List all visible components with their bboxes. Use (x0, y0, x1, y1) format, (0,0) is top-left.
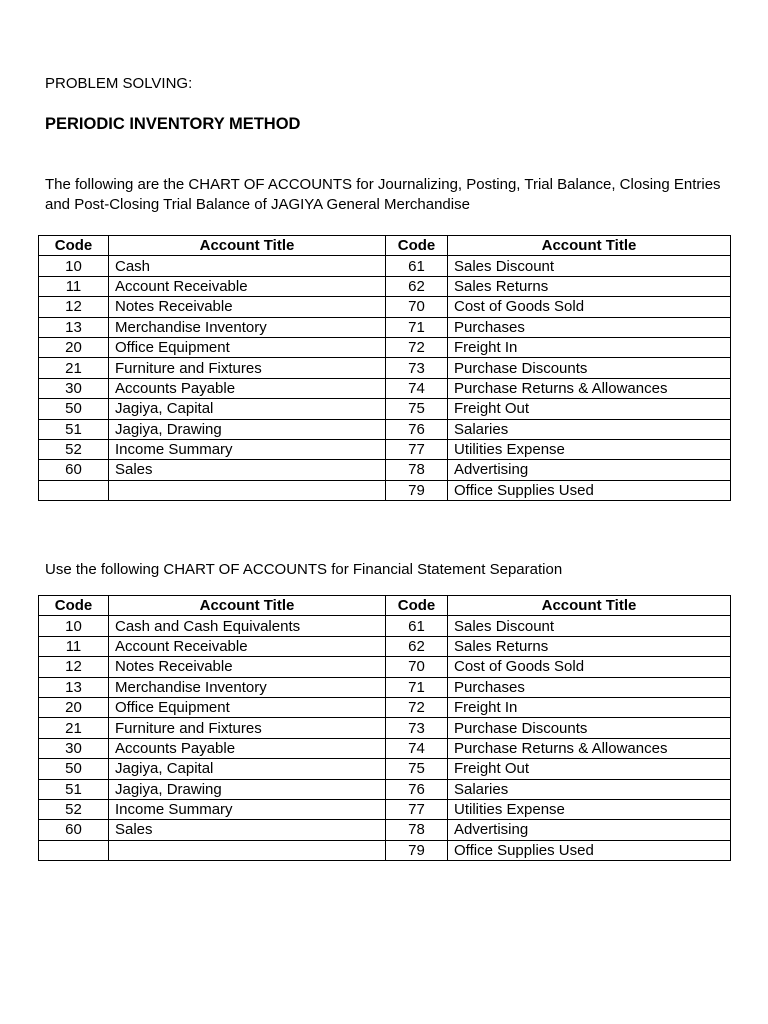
account-title: Cash (109, 256, 386, 276)
account-code: 62 (386, 636, 448, 656)
problem-solving-label: PROBLEM SOLVING: (45, 75, 193, 92)
account-code: 75 (386, 399, 448, 419)
table-row (39, 738, 731, 758)
account-title: Cost of Goods Sold (448, 297, 731, 317)
account-title: Freight Out (448, 399, 731, 419)
account-code: 20 (39, 697, 109, 717)
section1-intro: The following are the CHART OF ACCOUNTS for Journalizing, Posting, Trial Balance, Closing Entries and Post-Closing Trial Balance of JAGIYA General Merchandise (45, 176, 721, 213)
column-header-code: Code (386, 596, 448, 616)
table-row (39, 460, 731, 480)
account-code: 75 (386, 759, 448, 779)
account-title: Office Equipment (109, 697, 386, 717)
account-title: Jagiya, Capital (109, 399, 386, 419)
table-row (39, 419, 731, 439)
account-code: 72 (386, 337, 448, 357)
account-code: 52 (39, 799, 109, 819)
account-code: 30 (39, 378, 109, 398)
table-row (39, 616, 731, 636)
account-code: 50 (39, 399, 109, 419)
account-title: Jagiya, Drawing (109, 779, 386, 799)
account-code: 12 (39, 657, 109, 677)
account-code: 79 (386, 480, 448, 500)
page-title: PERIODIC INVENTORY METHOD (45, 115, 301, 133)
account-code: 76 (386, 779, 448, 799)
table-row (39, 718, 731, 738)
table-row (39, 297, 731, 317)
table-row (39, 256, 731, 276)
account-title: Advertising (448, 460, 731, 480)
chart-of-accounts-table-2 (38, 595, 731, 861)
account-title (109, 480, 386, 500)
account-title: Advertising (448, 820, 731, 840)
account-title: Office Equipment (109, 337, 386, 357)
account-title: Merchandise Inventory (109, 677, 386, 697)
account-code: 77 (386, 439, 448, 459)
account-title: Office Supplies Used (448, 840, 731, 860)
account-code: 10 (39, 616, 109, 636)
account-title: Utilities Expense (448, 439, 731, 459)
account-title: Purchases (448, 317, 731, 337)
table-row (39, 358, 731, 378)
account-code: 73 (386, 718, 448, 738)
account-title: Merchandise Inventory (109, 317, 386, 337)
account-code: 74 (386, 378, 448, 398)
account-title: Purchases (448, 677, 731, 697)
column-header-account-title: Account Title (109, 236, 386, 256)
column-header-code: Code (39, 236, 109, 256)
column-header-code: Code (386, 236, 448, 256)
column-header-account-title: Account Title (109, 596, 386, 616)
account-title: Cost of Goods Sold (448, 657, 731, 677)
table-row (39, 820, 731, 840)
table-row (39, 276, 731, 296)
account-code: 78 (386, 460, 448, 480)
account-title: Accounts Payable (109, 738, 386, 758)
account-title: Income Summary (109, 439, 386, 459)
account-title (109, 840, 386, 860)
account-title: Freight Out (448, 759, 731, 779)
table-row (39, 697, 731, 717)
account-title: Purchase Discounts (448, 358, 731, 378)
account-title: Sales Returns (448, 276, 731, 296)
chart-of-accounts-table-1 (38, 235, 731, 501)
account-title: Account Receivable (109, 276, 386, 296)
account-code: 11 (39, 636, 109, 656)
account-code: 12 (39, 297, 109, 317)
account-code: 71 (386, 677, 448, 697)
account-code: 60 (39, 820, 109, 840)
account-code: 72 (386, 697, 448, 717)
account-code: 51 (39, 779, 109, 799)
table-row (39, 317, 731, 337)
account-code: 60 (39, 460, 109, 480)
account-code: 21 (39, 358, 109, 378)
account-code: 20 (39, 337, 109, 357)
account-code: 13 (39, 677, 109, 697)
account-code: 50 (39, 759, 109, 779)
account-code: 61 (386, 616, 448, 636)
account-title: Furniture and Fixtures (109, 718, 386, 738)
table-header-row (39, 236, 731, 256)
account-code: 51 (39, 419, 109, 439)
account-code: 78 (386, 820, 448, 840)
account-title: Sales (109, 460, 386, 480)
account-title: Office Supplies Used (448, 480, 731, 500)
table-row (39, 677, 731, 697)
account-title: Purchase Returns & Allowances (448, 378, 731, 398)
account-title: Furniture and Fixtures (109, 358, 386, 378)
table-row (39, 636, 731, 656)
account-title: Utilities Expense (448, 799, 731, 819)
account-code: 76 (386, 419, 448, 439)
account-code: 70 (386, 657, 448, 677)
account-title: Freight In (448, 337, 731, 357)
table-row (39, 657, 731, 677)
table-row (39, 337, 731, 357)
table-row (39, 480, 731, 500)
section2-intro: Use the following CHART OF ACCOUNTS for Financial Statement Separation (45, 561, 563, 578)
account-code: 21 (39, 718, 109, 738)
account-title: Sales (109, 820, 386, 840)
account-code: 70 (386, 297, 448, 317)
account-code: 61 (386, 256, 448, 276)
table-row (39, 840, 731, 860)
account-code: 13 (39, 317, 109, 337)
account-code: 71 (386, 317, 448, 337)
account-title: Freight In (448, 697, 731, 717)
table-row (39, 399, 731, 419)
account-title: Account Receivable (109, 636, 386, 656)
account-title: Income Summary (109, 799, 386, 819)
account-title: Purchase Discounts (448, 718, 731, 738)
account-title: Jagiya, Drawing (109, 419, 386, 439)
account-title: Sales Discount (448, 616, 731, 636)
account-title: Notes Receivable (109, 657, 386, 677)
account-code: 79 (386, 840, 448, 860)
table-row (39, 759, 731, 779)
account-title: Salaries (448, 419, 731, 439)
account-code (39, 840, 109, 860)
table-header-row (39, 596, 731, 616)
table-row (39, 439, 731, 459)
account-code: 30 (39, 738, 109, 758)
table-row (39, 779, 731, 799)
account-title: Sales Returns (448, 636, 731, 656)
table-row (39, 799, 731, 819)
account-code: 74 (386, 738, 448, 758)
column-header-account-title: Account Title (448, 236, 731, 256)
account-title: Sales Discount (448, 256, 731, 276)
column-header-code: Code (39, 596, 109, 616)
table-row (39, 378, 731, 398)
account-code (39, 480, 109, 500)
account-code: 73 (386, 358, 448, 378)
account-code: 52 (39, 439, 109, 459)
account-code: 77 (386, 799, 448, 819)
account-code: 10 (39, 256, 109, 276)
account-title: Salaries (448, 779, 731, 799)
account-title: Cash and Cash Equivalents (109, 616, 386, 636)
account-title: Accounts Payable (109, 378, 386, 398)
account-code: 11 (39, 276, 109, 296)
account-title: Notes Receivable (109, 297, 386, 317)
account-title: Jagiya, Capital (109, 759, 386, 779)
account-code: 62 (386, 276, 448, 296)
account-title: Purchase Returns & Allowances (448, 738, 731, 758)
column-header-account-title: Account Title (448, 596, 731, 616)
